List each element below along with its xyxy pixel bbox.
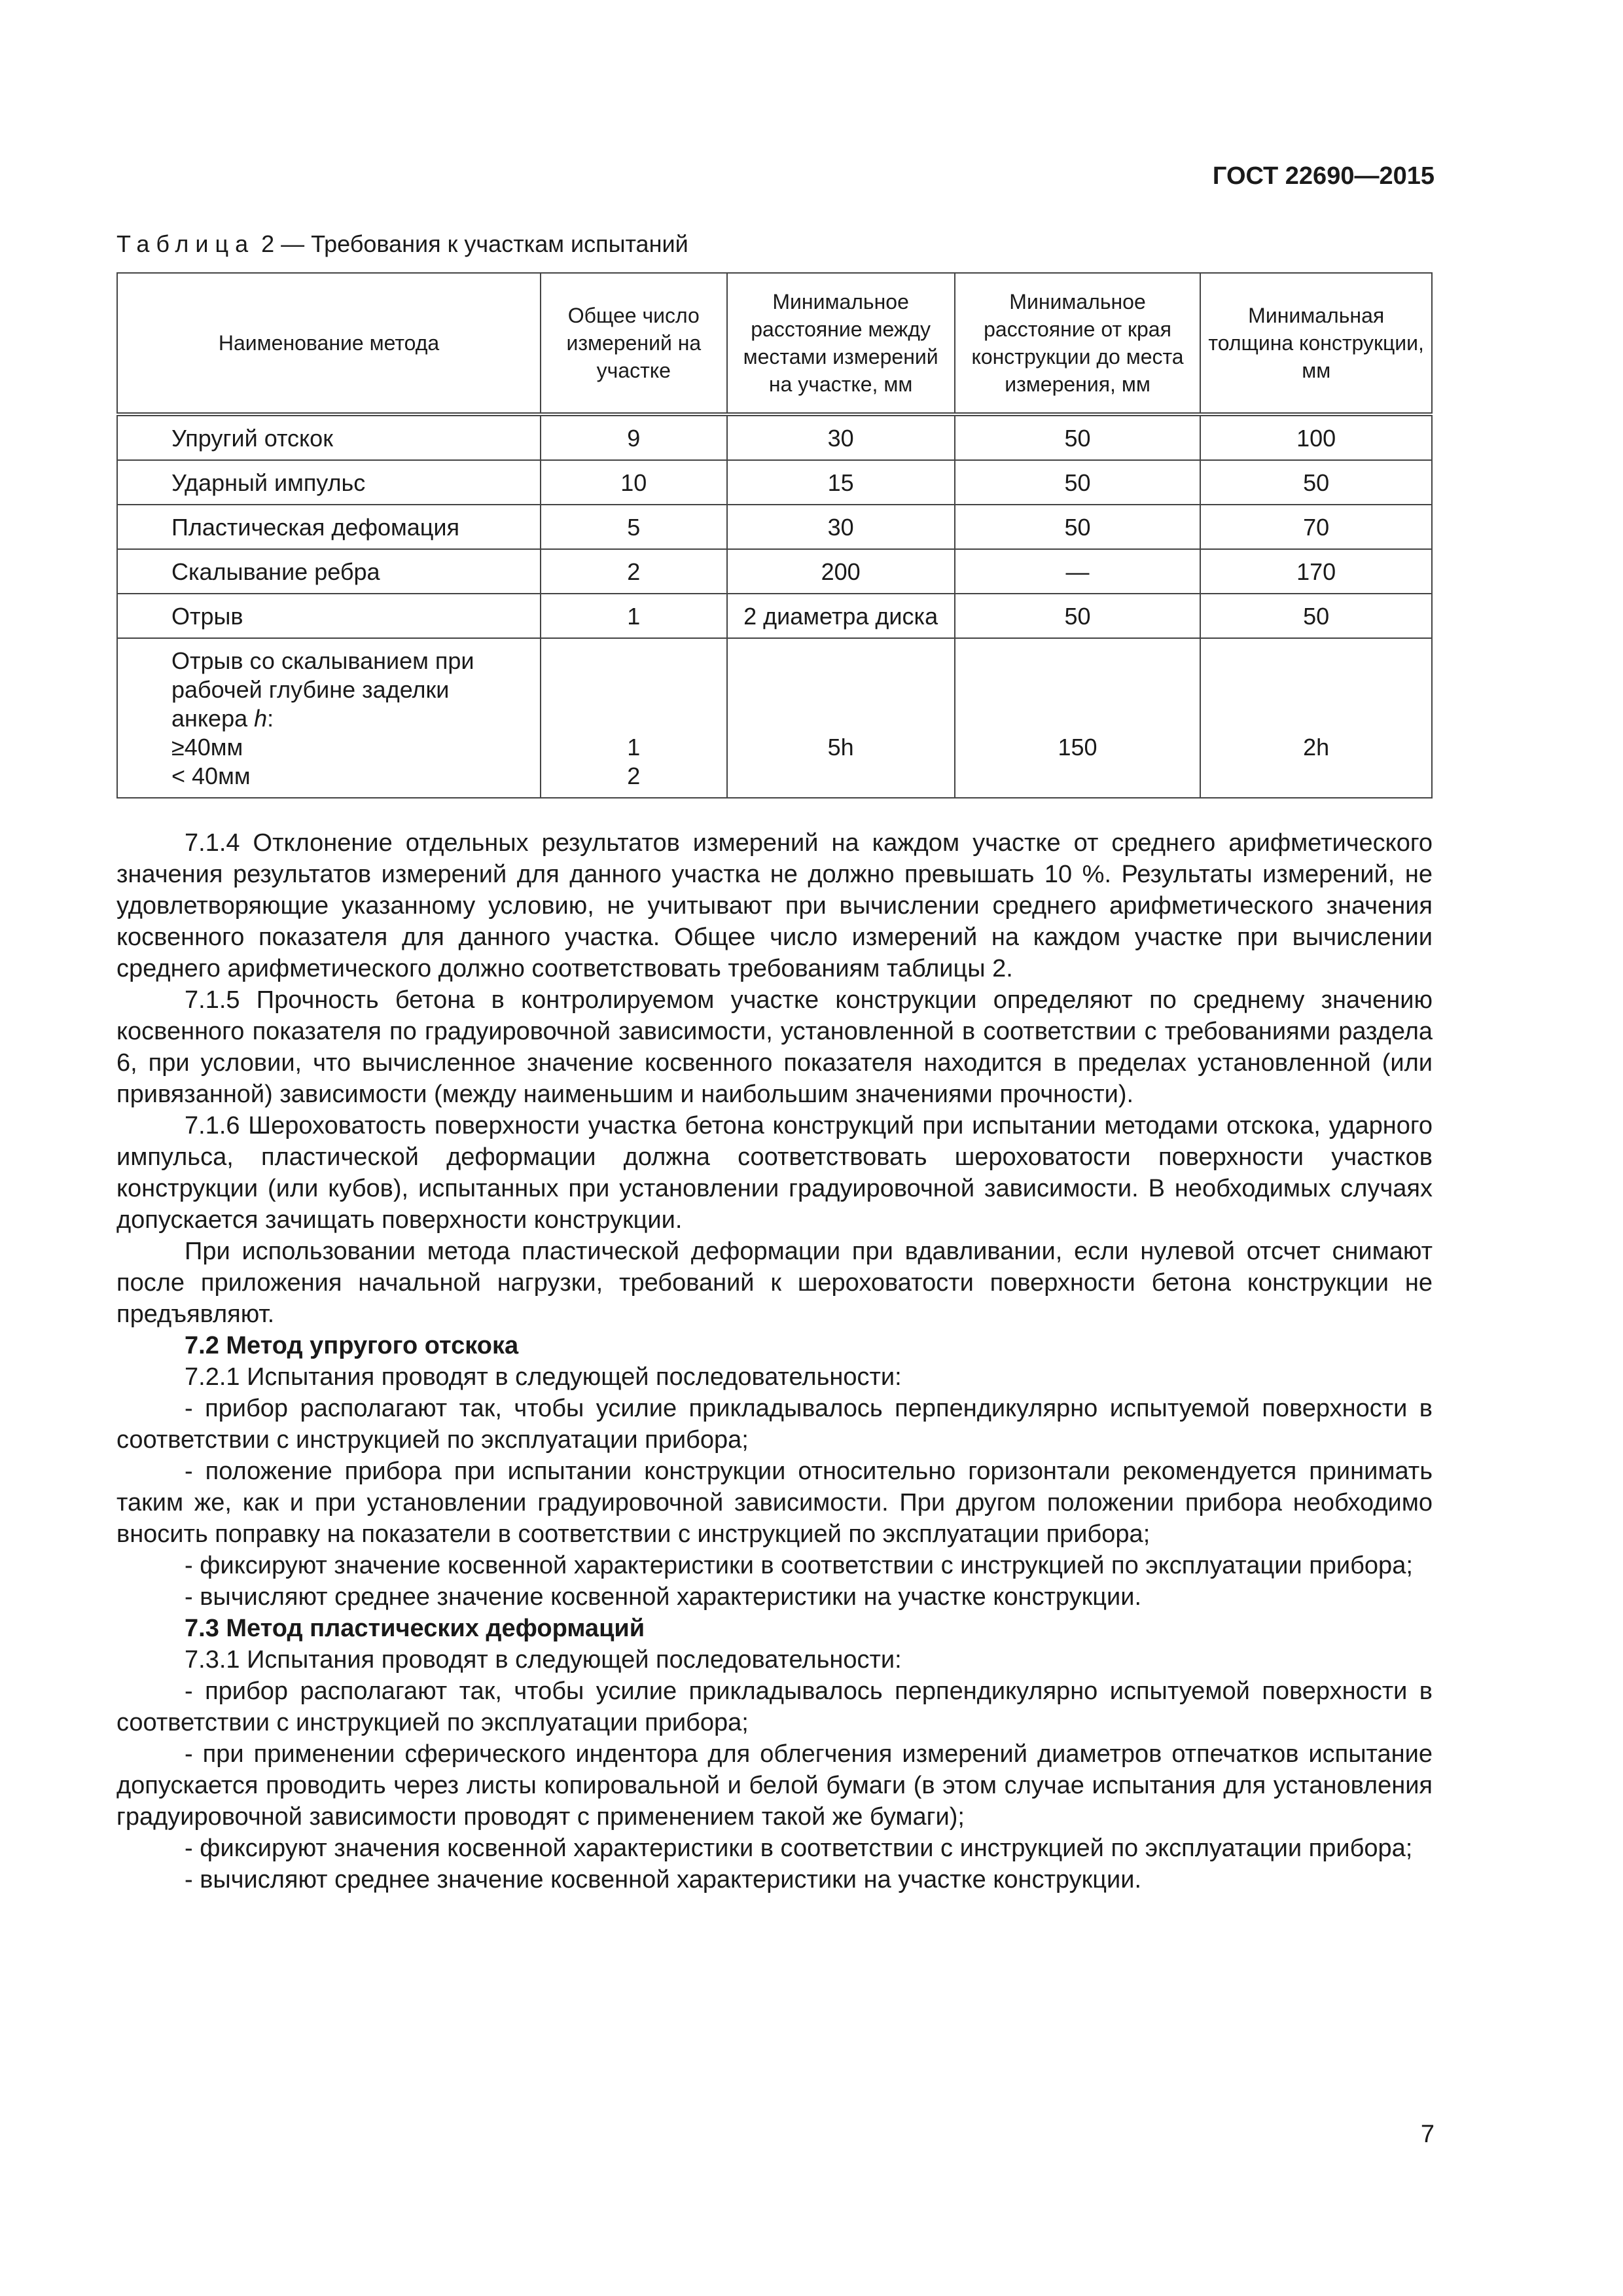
table-row <box>117 460 1432 505</box>
list-item: - вычисляют среднее значение косвенной характеристики на участке конструкции. <box>185 1866 1142 1893</box>
cell-spacing: 30 <box>727 505 955 549</box>
standard-number: ГОСТ 22690—2015 <box>1212 162 1435 190</box>
cell-method: Отрыв <box>117 594 541 638</box>
cell-spacing <box>727 638 955 798</box>
table-caption-prefix: Таблица <box>116 230 255 257</box>
cell-count <box>541 638 727 798</box>
cell-thickness: 50 <box>1200 594 1432 638</box>
cell-thickness: 100 <box>1200 414 1432 460</box>
paragraph: 7.1.6 Шероховатость поверхности участка бетона конструкций при испытании методами отскока, ударного импульса, пластической деформации должна соответствовать шероховатости поверхности участков конструкции (или кубов), испытанных при установлении градуировочной зависимости. В необходимых случаях допускается зачищать поверхности конструкции. <box>116 1112 1433 1234</box>
list-item: - прибор располагают так, чтобы усилие прикладывалось перпендикулярно испытуемой поверхности в соответствии с инструкцией по эксплуатации прибора; <box>116 1677 1433 1736</box>
cell-method: Пластическая дефомация <box>117 505 541 549</box>
list-item: - фиксируют значение косвенной характеристики в соответствии с инструкцией по эксплуатации прибора; <box>185 1552 1413 1579</box>
table-row <box>117 594 1432 638</box>
method-description: Отрыв со скалыванием при рабочей глубине заделки анкера <box>171 647 474 732</box>
cell-thickness: 70 <box>1200 505 1432 549</box>
section-heading: 7.2 Метод упругого отскока <box>185 1332 519 1359</box>
header-method: Наименование метода <box>117 273 541 414</box>
cell-edge <box>955 638 1201 798</box>
table-row <box>117 505 1432 549</box>
table-caption <box>116 230 688 258</box>
method-variable: h <box>254 705 268 732</box>
table-row <box>117 638 1432 798</box>
table-row <box>117 414 1432 460</box>
cell-method: Скалывание ребра <box>117 549 541 594</box>
cell-edge: — <box>955 549 1201 594</box>
cell-method <box>117 638 541 798</box>
cell-count: 5 <box>541 505 727 549</box>
paragraph: 7.1.5 Прочность бетона в контролируемом участке конструкции определяют по среднему значению косвенного показателя по градуировочной зависимости, установленной в соответствии с требованиями раздела 6, при условии, что вычисленное значение косвенного показателя находится в пределах установленной (или привязанной) зависимости (между наименьшим и наибольшим значениями прочности). <box>116 986 1433 1108</box>
header-spacing: Минимальное расстояние между местами измерений на участке, мм <box>727 273 955 414</box>
paragraph: 7.1.4 Отклонение отдельных результатов измерений на каждом участке от среднего арифметического значения результатов измерений для данного участка не должно превышать 10 %. Результаты измерений, не удовлетворяющие указанному условию, не учитывают при вычислении среднего арифметического значения косвенного показателя для данного участка. Общее число измерений на каждом участке при вычислении среднего арифметического должно соответствовать требованиям таблицы 2. <box>116 829 1433 982</box>
list-item: - вычисляют среднее значение косвенной характеристики на участке конструкции. <box>185 1583 1142 1611</box>
table-row <box>117 549 1432 594</box>
cell-thickness: 170 <box>1200 549 1432 594</box>
cell-spacing: 200 <box>727 549 955 594</box>
cell-spacing: 30 <box>727 414 955 460</box>
paragraph: 7.3.1 Испытания проводят в следующей последовательности: <box>185 1646 902 1674</box>
cell-spacing: 15 <box>727 460 955 505</box>
cell-count: 1 <box>541 594 727 638</box>
section-heading: 7.3 Метод пластических деформаций <box>185 1615 645 1642</box>
list-item: - при применении сферического индентора для облегчения измерений диаметров отпечатков испытание допускается проводить через листы копировальной и белой бумаги (в этом случае испытания для установления градуировочной зависимости проводят с применением такой же бумаги); <box>116 1740 1433 1831</box>
list-item: - фиксируют значения косвенной характеристики в соответствии с инструкцией по эксплуатации прибора; <box>185 1835 1413 1862</box>
cell-count: 9 <box>541 414 727 460</box>
cell-edge: 50 <box>955 460 1201 505</box>
list-item: - прибор располагают так, чтобы усилие прикладывалось перпендикулярно испытуемой поверхности в соответствии с инструкцией по эксплуатации прибора; <box>116 1395 1433 1454</box>
cell-thickness <box>1200 638 1432 798</box>
body-text <box>116 827 1433 1895</box>
paragraph: При использовании метода пластической деформации при вдавливании, если нулевой отсчет снимают после приложения начальной нагрузки, требований к шероховатости поверхности бетона конструкции не предъявляют. <box>116 1238 1433 1328</box>
cell-method: Упругий отскок <box>117 414 541 460</box>
table-header-row <box>117 273 1432 414</box>
spacing-value: 5h <box>827 734 854 761</box>
header-thickness: Минимальная толщина конструкции, мм <box>1200 273 1432 414</box>
cell-spacing: 2 диаметра диска <box>727 594 955 638</box>
count-option-2: 2 <box>627 762 641 789</box>
count-option-1: 1 <box>627 734 641 761</box>
cell-count: 10 <box>541 460 727 505</box>
header-count: Общее число измерений на участке <box>541 273 727 414</box>
cell-method: Ударный импульс <box>117 460 541 505</box>
table-caption-title: 2 — Требования к участкам испытаний <box>255 230 688 257</box>
cell-edge: 50 <box>955 505 1201 549</box>
edge-value: 150 <box>1058 734 1097 761</box>
list-item: - положение прибора при испытании конструкции относительно горизонтали рекомендуется принимать таким же, как и при установлении градуировочной зависимости. При другом положении прибора необходимо вносить поправку на показатели в соответствии с инструкцией по эксплуатации прибора; <box>116 1458 1433 1548</box>
method-description-suffix: : <box>267 705 274 732</box>
header-edge-distance: Минимальное расстояние от края конструкции до места измерения, мм <box>955 273 1201 414</box>
page-number: 7 <box>1420 2121 1435 2148</box>
cell-count: 2 <box>541 549 727 594</box>
cell-thickness: 50 <box>1200 460 1432 505</box>
depth-option-2: < 40мм <box>171 762 251 789</box>
depth-option-1: ≥40мм <box>171 734 243 761</box>
requirements-table <box>116 272 1433 798</box>
thickness-value: 2h <box>1303 734 1330 761</box>
cell-edge: 50 <box>955 414 1201 460</box>
cell-edge: 50 <box>955 594 1201 638</box>
paragraph: 7.2.1 Испытания проводят в следующей последовательности: <box>185 1363 902 1391</box>
